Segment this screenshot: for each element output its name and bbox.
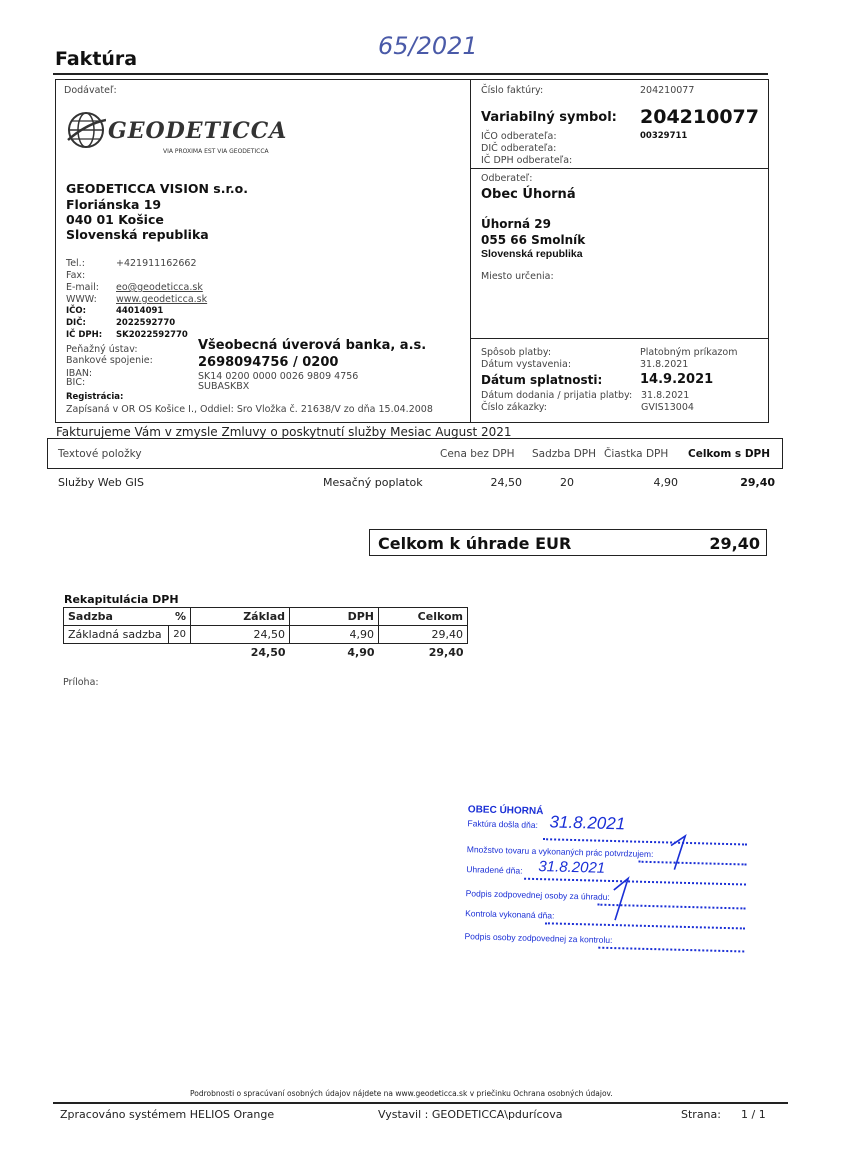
rek-sum-base: 24,50	[191, 644, 290, 662]
ico-value: 44014091	[116, 306, 164, 316]
stamp-line-control: Kontrola vykonaná dňa:	[465, 908, 555, 921]
logo-tagline: VIA PROXIMA EST VIA GEODETICCA	[163, 148, 269, 155]
dic-label: DIČ:	[66, 318, 86, 328]
bank-name: Všeobecná úverová banka, a.s.	[198, 338, 427, 353]
account-label: Bankové spojenie:	[66, 355, 153, 366]
destination-label: Miesto určenia:	[481, 271, 554, 282]
attachment-label: Príloha:	[63, 677, 99, 688]
item-total: 29,40	[740, 476, 775, 489]
stamp-hand-date-paid: 31.8.2021	[538, 858, 606, 877]
delivery-label: Dátum dodania / prijatia platby:	[481, 390, 633, 401]
item-vat: 4,90	[653, 476, 678, 489]
buyer-ico-label: IČO odberateľa:	[481, 131, 557, 142]
rek-row-total: 29,40	[379, 626, 468, 644]
signature-mark-payment	[605, 872, 636, 923]
supplier-name: GEODETICCA VISION s.r.o.	[66, 181, 248, 196]
payment-method-label: Spôsob platby:	[481, 347, 552, 358]
bic-value: SUBASKBX	[198, 381, 250, 392]
payment-method: Platobným príkazom	[640, 347, 738, 358]
stamp-hand-date-received: 31.8.2021	[549, 812, 626, 834]
total-due-value: 29,40	[709, 534, 760, 553]
icdph-value: SK2022592770	[116, 330, 188, 340]
company-logo	[64, 108, 294, 158]
iban-label: IBAN:	[66, 368, 93, 379]
account-number: 2698094756 / 0200	[198, 355, 339, 370]
invoice-number: 204210077	[640, 85, 695, 96]
rek-head-pct: %	[168, 608, 191, 626]
email-link[interactable]: eo@geodeticca.sk	[116, 282, 203, 293]
registration-label: Registrácia:	[66, 392, 124, 402]
signature-mark-quantity	[662, 831, 693, 872]
supplier-country: Slovenská republika	[66, 227, 209, 242]
buyer-ico: 00329711	[640, 131, 688, 141]
table-row	[64, 626, 468, 644]
issued-label: Dátum vystavenia:	[481, 359, 572, 370]
issued-date: 31.8.2021	[640, 359, 689, 370]
tel-label: Tel.:	[66, 258, 85, 269]
col-total: Celkom s DPH	[688, 448, 771, 460]
intro-text: Fakturujeme Vám v zmysle Zmluvy o poskytnutí služby Mesiac August 2021	[56, 425, 512, 439]
footer-system: Zpracováno systémem HELIOS Orange	[60, 1108, 275, 1121]
dic-value: 2022592770	[116, 318, 176, 328]
items-header	[47, 438, 783, 469]
registration-text: Zapísaná v OR OS Košice I., Oddiel: Sro Vložka č. 21638/V zo dňa 15.04.2008	[66, 404, 433, 415]
rek-head-base: Základ	[191, 608, 290, 626]
www-link[interactable]: www.geodeticca.sk	[116, 294, 208, 305]
rek-head-rate: Sadzba	[64, 608, 169, 626]
ico-label: IČO:	[66, 306, 87, 316]
col-vat: Čiastka DPH	[604, 448, 669, 460]
rek-sum-total: 29,40	[379, 644, 468, 662]
supplier-city: 040 01 Košice	[66, 212, 164, 227]
buyer-dic-label: DIČ odberateľa:	[481, 143, 557, 154]
vat-recap-table	[63, 607, 468, 661]
supplier-street: Floriánska 19	[66, 197, 162, 212]
table-row	[0, 476, 852, 492]
customer-street: Úhorná 29	[481, 217, 551, 231]
due-label: Dátum splatnosti:	[481, 373, 603, 387]
rek-row-vat: 4,90	[290, 626, 379, 644]
footer-issued-by: Vystavil : GEODETICCA\pdurícova	[378, 1108, 563, 1121]
table-row	[64, 608, 468, 626]
buyer-icdph-label: IČ DPH odberateľa:	[481, 155, 573, 166]
rek-head-total: Celkom	[379, 608, 468, 626]
rek-row-pct: 20	[168, 626, 191, 644]
rek-row-rate: Základná sadzba	[64, 626, 169, 644]
item-desc: Mesačný poplatok	[323, 476, 423, 489]
fax-label: Fax:	[66, 270, 86, 281]
footer-page: 1 / 1	[741, 1108, 766, 1121]
footer-rule	[53, 1102, 788, 1104]
tel-value: +421911162662	[116, 258, 197, 269]
privacy-note: Podrobnosti o spracúvaní osobných údajov nájdete na www.geodeticca.sk v priečinku Ochrana osobných údajov.	[190, 1089, 613, 1098]
iban-value: SK14 0200 0000 0026 9809 4756	[198, 371, 359, 382]
customer-country: Slovenská republika	[481, 248, 583, 260]
email-label: E-mail:	[66, 282, 99, 293]
vat-recap-title: Rekapitulácia DPH	[64, 593, 179, 606]
item-price: 24,50	[490, 476, 522, 489]
icdph-label: IČ DPH:	[66, 330, 103, 340]
item-rate: 20	[560, 476, 574, 489]
table-row	[64, 644, 468, 662]
stamp-line-received: Faktúra došla dňa:	[467, 818, 539, 831]
rek-row-base: 24,50	[191, 626, 290, 644]
stamp-line-quantity: Množstvo tovaru a vykonaných prác potvrdzujem:	[466, 844, 654, 860]
stamp-line-paid: Uhradené dňa:	[466, 864, 523, 876]
order-label: Číslo zákazky:	[481, 402, 547, 413]
variable-symbol: 204210077	[640, 106, 759, 128]
order-number: GVIS13004	[641, 402, 694, 413]
footer-page-label: Strana:	[681, 1108, 721, 1121]
globe-icon	[66, 110, 106, 150]
bank-label: Peňažný ústav:	[66, 344, 138, 355]
customer-name: Obec Úhorná	[481, 187, 576, 202]
col-price: Cena bez DPH	[440, 448, 515, 460]
approval-stamp	[460, 804, 764, 962]
variable-symbol-label: Variabilný symbol:	[481, 110, 617, 125]
stamp-line-payment-signature: Podpis zodpovednej osoby za úhradu:	[465, 888, 610, 902]
stamp-line-control-signature: Podpis osoby zodpovednej za kontrolu:	[464, 931, 613, 946]
rek-sum-vat: 4,90	[290, 644, 379, 662]
total-due-label: Celkom k úhrade EUR	[378, 534, 572, 553]
col-rate: Sadzba DPH	[532, 448, 597, 460]
item-name: Služby Web GIS	[58, 476, 145, 489]
supplier-label: Dodávateľ:	[64, 85, 117, 96]
www-label: WWW:	[66, 294, 97, 305]
due-date: 14.9.2021	[640, 372, 714, 387]
logo-text: GEODETICCA	[108, 118, 288, 144]
stamp-title: OBEC ÚHORNÁ	[467, 804, 544, 818]
title-rule	[53, 73, 768, 75]
col-text: Textové položky	[58, 448, 142, 460]
handwritten-note: 65/2021	[378, 32, 478, 60]
delivery-date: 31.8.2021	[641, 390, 690, 401]
invoice-number-label: Číslo faktúry:	[481, 85, 544, 96]
bic-label: BIC:	[66, 377, 86, 388]
customer-city: 055 66 Smolník	[481, 233, 586, 247]
customer-label: Odberateľ:	[481, 173, 533, 184]
document-title: Faktúra	[55, 48, 138, 70]
rek-head-vat: DPH	[290, 608, 379, 626]
